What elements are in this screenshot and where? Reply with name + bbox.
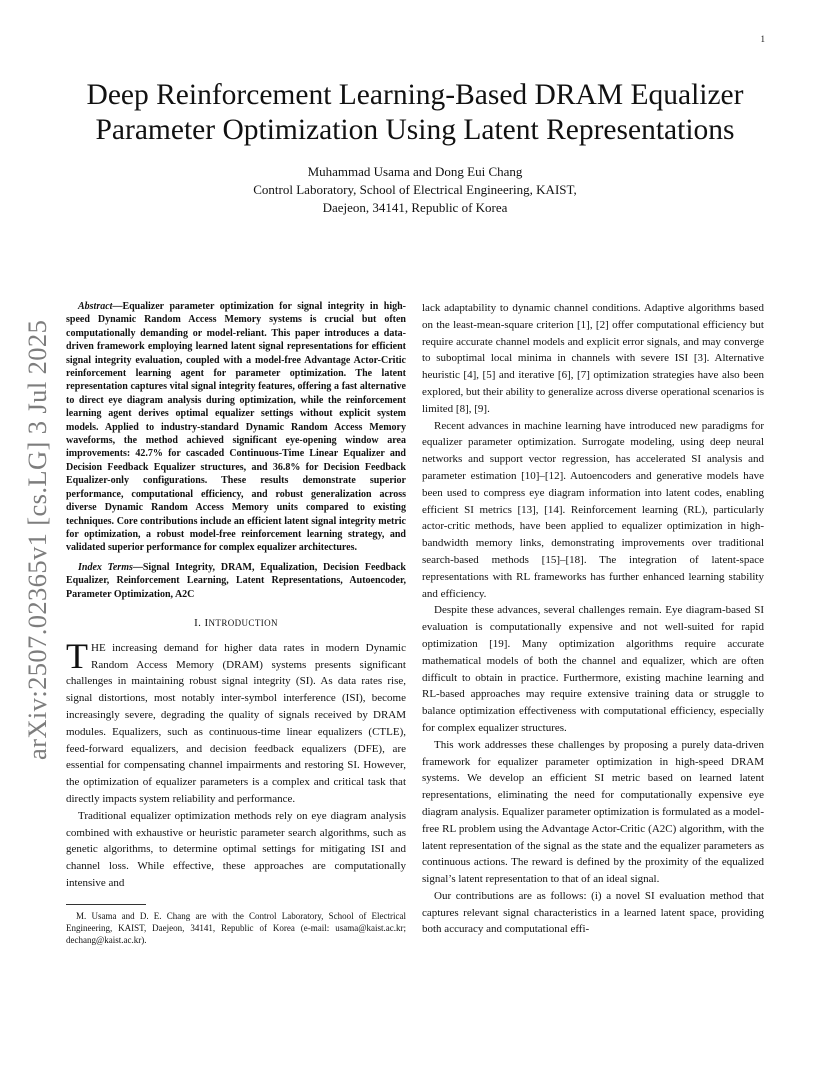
author-list: Muhammad Usama and Dong Eui Chang <box>307 164 523 179</box>
right-paragraph-5: Our contributions are as follows: (i) a novel SI evaluation method that captures relevant signal characteristics in a learned latent space, providing both accuracy and computational effi- <box>422 889 764 936</box>
affiliation-line-1: Control Laboratory, School of Electrical Engineering, KAIST, <box>253 182 577 197</box>
intro-paragraph-2: Traditional equalizer optimization methods rely on eye diagram analysis combined with exhaustive or heuristic parameter search algorithms, such as genetic algorithms, to determine optimal settings for mitigating ISI and channel loss. While effective, these approaches are computationally intensive and <box>66 809 406 889</box>
left-column <box>66 300 406 946</box>
abstract-label: Abstract <box>78 301 113 312</box>
arxiv-identifier-stamp: arXiv:2507.02365v1 [cs.LG] 3 Jul 2025 <box>22 319 52 760</box>
intro-paragraph-1-text: HE increasing demand for higher data rates in modern Dynamic Random Access Memory (DRAM) systems presents significant challenges in maintaining robust signal integrity (SI). As data rates rise, signal distortions, most notably inter-symbol interference (ISI), become increasingly severe, degrading the quality of signals received by DRAM modules. Equalizers, such as continuous-time linear equalizers (CTLE), feed-forward equalizers, and decision feedback equalizers (DFE), are essential for compensating channel impairments and restoring SI. However, the optimization of equalizer parameters is a complex and critical task that directly impacts system reliability and performance. <box>66 641 406 805</box>
section-title-rest: NTRODUCTION <box>208 617 278 628</box>
drop-cap: T <box>66 635 88 676</box>
section-heading-introduction <box>66 615 406 632</box>
intro-paragraph-1 <box>66 635 406 808</box>
footnote-divider <box>66 904 146 905</box>
abstract <box>66 300 406 555</box>
index-terms <box>66 561 406 601</box>
right-paragraph-2: Recent advances in machine learning have introduced new paradigms for equalizer parameter optimization. Surrogate modeling, using deep neural networks and support vector regression, has accelerated SI analysis and parameter estimation [10]–[12]. Autoencoders and generative models have been used to compress eye diagram information into latent codes, enabling efficient SI metrics [13], [14]. Reinforcement learning (RL), particularly actor-critic methods, have been applied to equalizer optimization in high-bandwidth memory links, demonstrating improvements over traditional search-based methods [15]–[18]. The integration of latent-space representations with RL frameworks has further enhanced learning stability and efficiency. <box>422 419 764 600</box>
affiliation-line-2: Daejeon, 34141, Republic of Korea <box>322 200 508 215</box>
page-number: 1 <box>760 34 765 44</box>
paper-title: Deep Reinforcement Learning-Based DRAM Equalizer Parameter Optimization Using Latent Representations <box>86 79 744 146</box>
author-footnote: M. Usama and D. E. Chang are with the Control Laboratory, School of Electrical Engineering, KAIST, Daejeon, 34141, Republic of Korea (e-mail: usama@kaist.ac.kr; dechang@kaist.ac.kr). <box>66 910 406 945</box>
right-paragraph-3: Despite these advances, several challenges remain. Eye diagram-based SI evaluation is computationally expensive and not well-suited for rapid optimization [19]. Many optimization algorithms require accurate mathematical models of both the channel and equalizer, which are often difficult to obtain in practice. Furthermore, existing machine learning and RL-based approaches may require extensive training data or struggle to balance optimization effectiveness with computational efficiency, especially for complex equalizer structures. <box>422 604 764 734</box>
title-block <box>80 78 750 217</box>
right-column <box>422 300 764 938</box>
section-numeral: I. <box>194 616 202 629</box>
index-terms-label: Index Terms <box>78 561 133 573</box>
abstract-text: —Equalizer parameter optimization for signal integrity in high-speed Dynamic Random Access Memory systems is crucial but often computationally demanding or model-reliant. This paper introduces a data-driven framework employing learned latent signal representations for efficient signal integrity evaluation, coupled with a model-free Advantage Actor-Critic reinforcement learning agent for parameter optimization. The latent representation captures vital signal integrity features, offering a fast alternative to direct eye diagram analysis during optimization, while the reinforcement learning agent derives optimal equalizer settings without explicit system models. Applied to industry-standard Dynamic Random Access Memory waveforms, the method achieved significant eye-opening window area improvements: 42.7% for cascaded Continuous-Time Linear Equalizer and Decision Feedback Equalizer structures, and 36.8% for Decision Feedback Equalizer-only configurations. These results demonstrate superior performance, computational efficiency, and robust generalization across diverse Dynamic Random Access Memory units compared to existing techniques. Core contributions include an efficient latent signal integrity metric for optimization, a robust model-free reinforcement learning strategy, and validated superior performance for complex equalizer architectures. <box>66 301 406 554</box>
right-paragraph-4: This work addresses these challenges by proposing a purely data-driven framework for equalizer parameter optimization in high-speed DRAM systems. We develop an efficient SI metric based on learned latent representations, eliminating the need for computationally expensive eye diagram analysis. Equalizer parameter optimization is formulated as a model-free RL problem using the Advantage Actor-Critic (A2C) algorithm, with the latent representation of the signal as the state and the equalizer parameters as continuous actions. The reward is defined by the proximity of the equalized signal’s latent representation to that of an ideal signal. <box>422 738 764 886</box>
index-terms-text: —Signal Integrity, DRAM, Equalization, Decision Feedback Equalizer, Reinforcement Learning, Latent Representations, Autoencoder, Parameter Optimization, A2C <box>66 561 406 600</box>
right-paragraph-1: lack adaptability to dynamic channel conditions. Adaptive algorithms based on the least-mean-square criterion [1], [2] offer computational efficiency but require accurate channel models and explicit error signals, and may converge to suboptimal local minima in channels with severe ISI [3]. Alternative heuristic [4], [5] and iterative [6], [7] optimization strategies have also been explored, but their ability to generalize across diverse operational scenarios is limited [8], [9]. <box>422 302 764 415</box>
section-title-cap: I <box>204 616 209 629</box>
